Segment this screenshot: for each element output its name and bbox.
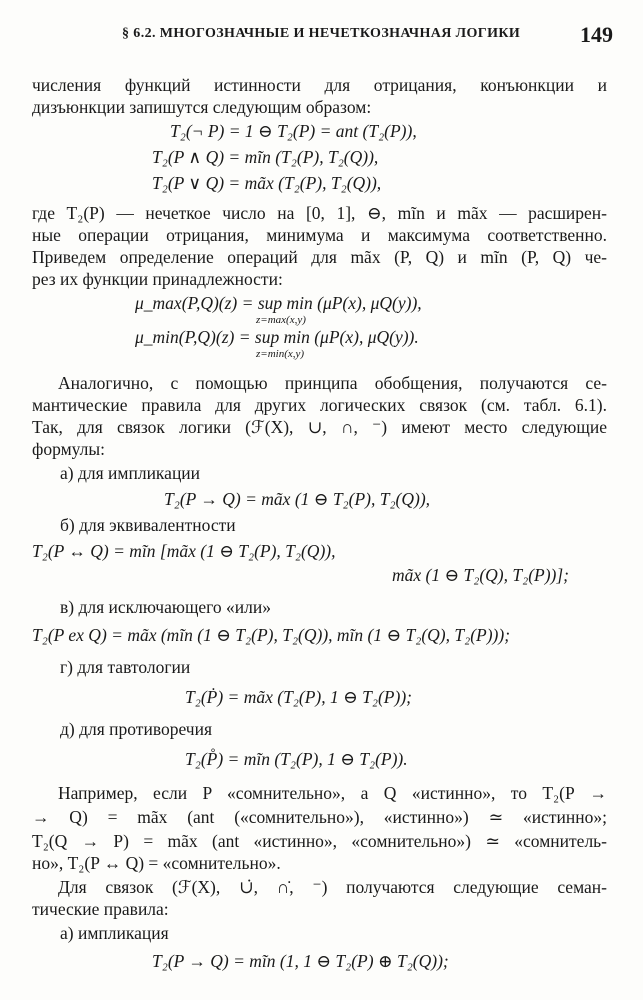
formula: T₂(P ex Q) = mãx (mĩn (1 ⊖ T₂(P), T₂(Q)), mĩn (1 ⊖ T₂(Q), T₂(P))); [32,625,511,645]
text-line: Для связок (ℱ(X), ∪̇, ∩̇, ⁻) получаются следующие семан- [58,877,607,897]
text-line: но», T₂(P ↔ Q) = «сомнительно». [32,853,281,873]
list-item: в) для исключающего «или» [60,597,272,617]
text-line: T₂(Q → P) = mãx (ant «истинно», «сомнительно») ≃ «сомнитель- [32,831,607,851]
text-line: числения функций истинности для отрицания, конъюнкции и [32,75,607,95]
formula: T₂(P ↔ Q) = mĩn [mãx (1 ⊖ T₂(P), T₂(Q)), [32,541,336,561]
text-line: Так, для связок логики (ℱ(X), ∪, ∩, ⁻) имеют место следующие [32,417,607,437]
formula-subscript: z=min(x,y) [256,348,305,360]
list-item: г) для тавтологии [60,657,191,677]
formula: T₂(P → Q) = mĩn (1, 1 ⊖ T₂(P) ⊕ T₂(Q)); [152,951,449,971]
text-line: мантические правила для других логических связок (см. табл. 6.1). [32,395,607,415]
formula: T₂(Ṗ) = mãx (T₂(P), 1 ⊖ T₂(P)); [185,687,412,707]
text-line: где T₂(P) — нечеткое число на [0, 1], ⊖, mĩn и mãx — расширен- [32,203,607,223]
formula: T₂(P ∧ Q) = mĩn (T₂(P), T₂(Q)), [152,147,379,167]
text-line: → Q) = mãx (ant («сомнительно»), «истинно») ≃ «истинно»; [32,807,607,827]
text-line: формулы: [32,439,105,459]
text-line: Приведем определение операций для mãx (P, Q) и mĩn (P, Q) че- [32,247,607,267]
page-number: 149 [580,22,613,47]
formula: mãx (1 ⊖ T₂(Q), T₂(P))]; [392,565,570,585]
page-header [32,22,613,52]
list-item: д) для противоречия [60,719,213,739]
text-line: рез их функции принадлежности: [32,269,283,289]
text-line: ные операции отрицания, минимума и максимума соответственно. [32,225,607,245]
text-line: Аналогично, с помощью принципа обобщения, получаются се- [58,373,607,393]
formula: μ_max(P,Q)(z) = sup min (μP(x), μQ(y)), [135,293,422,313]
formula: T₂(P → Q) = mãx (1 ⊖ T₂(P), T₂(Q)), [164,489,431,509]
list-item: б) для эквивалентности [60,515,236,535]
formula: T₂(P ∨ Q) = mãx (T₂(P), T₂(Q)), [152,173,382,193]
text-line: Например, если P «сомнительно», а Q «истинно», то T₂(P → [58,783,607,803]
list-item: а) импликация [60,923,169,943]
formula: μ_min(P,Q)(z) = sup min (μP(x), μQ(y)). [135,327,419,347]
text-line: тические правила: [32,899,169,919]
running-title: § 6.2. МНОГОЗНАЧНЫЕ И НЕЧЕТКОЗНАЧНАЯ ЛОГИКИ [122,26,521,41]
formula-subscript: z=max(x,y) [256,314,306,326]
formula: T₂(¬ P) = 1 ⊖ T₂(P) = ant (T₂(P)), [170,121,417,141]
text-line: дизъюнкции запишутся следующим образом: [32,97,372,117]
list-item: а) для импликации [60,463,201,483]
formula: T₂(P̊) = mĩn (T₂(P), 1 ⊖ T₂(P)). [185,749,408,769]
